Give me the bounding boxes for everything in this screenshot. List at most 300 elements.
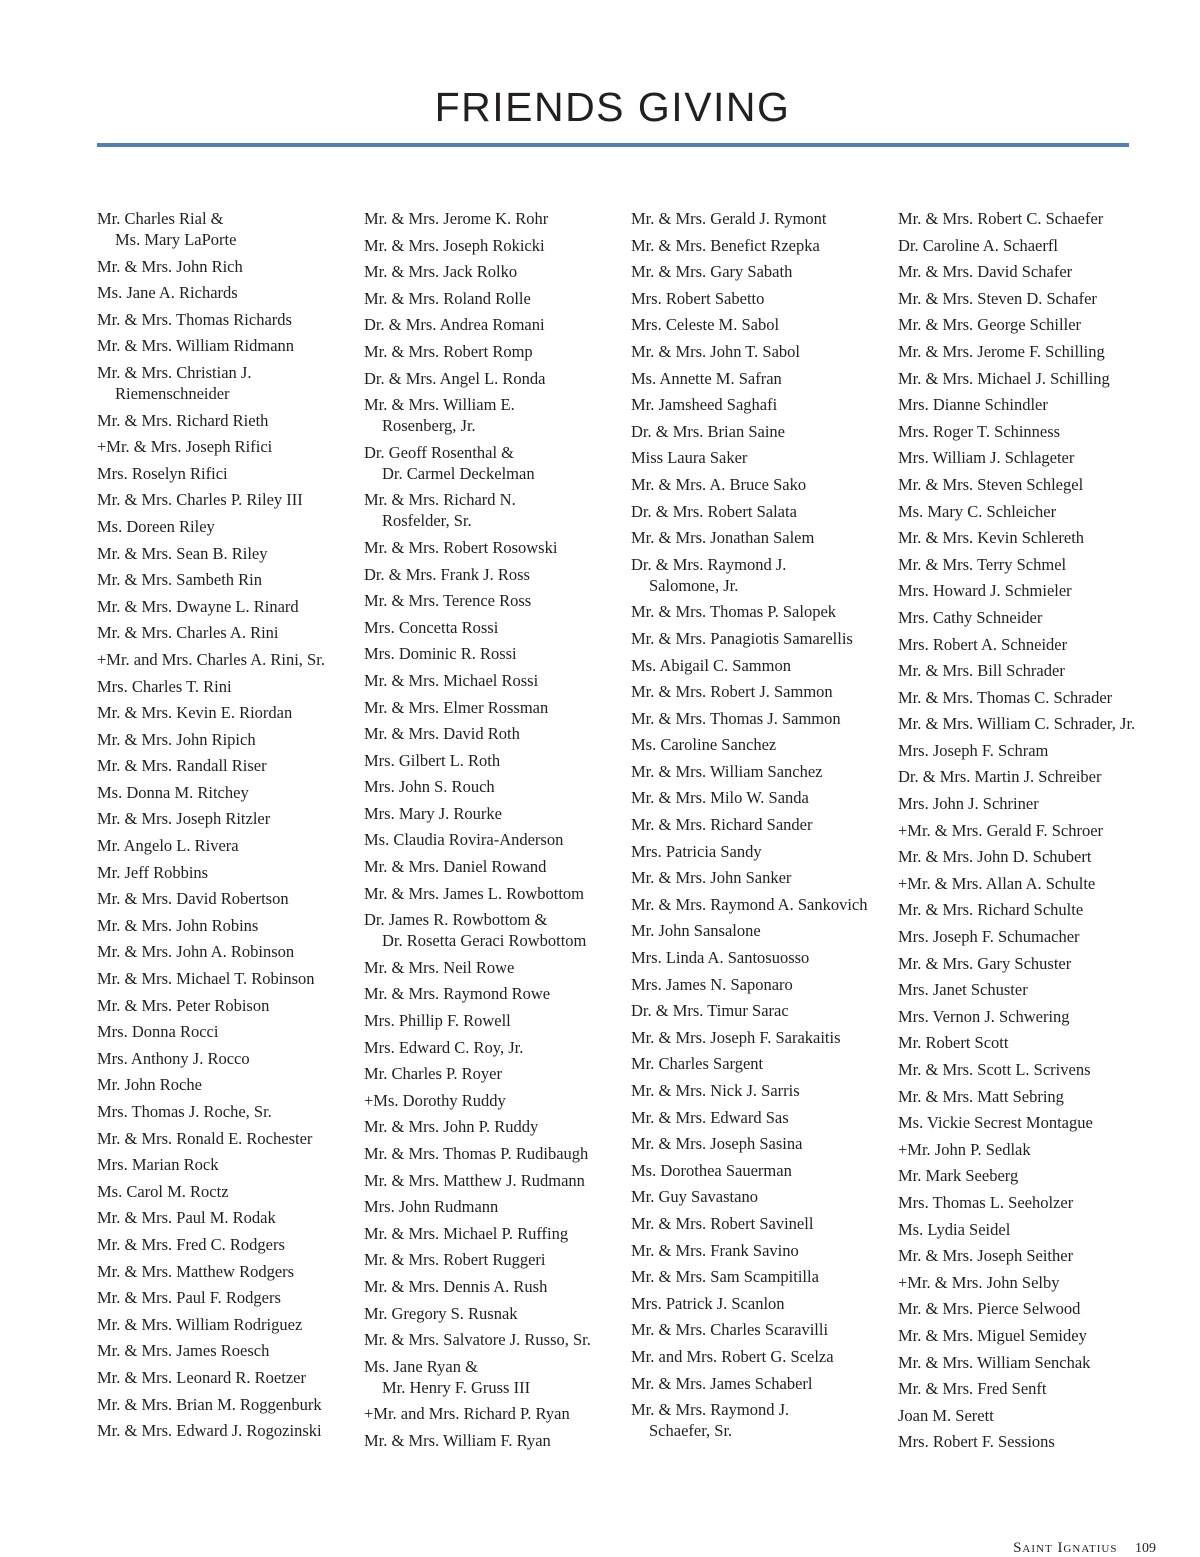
donor-name: Dr. & Mrs. Timur Sarac [631,1001,789,1021]
donor-entry [898,1431,1160,1452]
donor-entry [364,564,626,585]
donor-name: Mr. Charles Rial & [97,209,224,228]
donor-name: Mrs. Robert F. Sessions [898,1432,1055,1452]
donor-entry [97,702,359,723]
donor-name: Mr. & Mrs. David Schafer [898,262,1073,282]
donor-entry [631,1293,893,1314]
donor-entry [97,729,359,750]
donor-entry [631,974,893,995]
donor-name: Mr. & Mrs. Michael T. Robinson [97,969,315,989]
donor-name-continued: Schaefer, Sr. [649,1421,733,1441]
donor-name: Mr. & Mrs. Robert C. Schaefer [898,209,1104,228]
donor-entry [898,873,1160,894]
donor-column-2 [364,208,626,1457]
donor-name: Mr. & Mrs. Miguel Semidey [898,1325,1087,1345]
donor-entry [631,1213,893,1234]
donor-name: Mr. & Mrs. Elmer Rossman [364,697,549,717]
donor-entry [364,617,626,638]
donor-name: Mr. & Mrs. John Rich [97,256,243,276]
donor-entry [898,1139,1160,1160]
donor-name: Mr. & Mrs. Steven Schlegel [898,474,1084,494]
donor-entry [364,1037,626,1058]
donor-name: Mr. John Sansalone [631,921,761,941]
donor-entry [898,1405,1160,1426]
donor-name: Mrs. Concetta Rossi [364,617,499,637]
donor-entry [364,261,626,282]
donor-entry [364,803,626,824]
donor-entry [898,766,1160,787]
donor-name: +Mr. & Mrs. Joseph Rifici [97,437,273,457]
donor-name: Mr. & Mrs. Terence Ross [364,591,532,611]
donor-name: Mr. & Mrs. Bill Schrader [898,661,1065,681]
donor-name: Dr. Caroline A. Schaerfl [898,235,1058,255]
donor-entry [97,1287,359,1308]
donor-name: Mr. Mark Seeberg [898,1166,1019,1186]
donor-name: Mrs. Celeste M. Sabol [631,315,780,335]
donor-entry [898,953,1160,974]
donor-name-continued: Dr. Rosetta Geraci Rowbottom [382,931,587,951]
donor-name: Ms. Abigail C. Sammon [631,655,791,675]
donor-entry [97,649,359,670]
donor-name: +Mr. & Mrs. Gerald F. Schroer [898,820,1104,840]
donor-entry [364,442,626,484]
donor-entry [97,1367,359,1388]
donor-entry [631,841,893,862]
donor-name: Mr. & Mrs. Gerald J. Rymont [631,209,827,228]
donor-entry [631,1027,893,1048]
donor-name: Mr. & Mrs. Thomas P. Salopek [631,602,837,622]
donor-entry [364,1356,626,1398]
donor-entry [97,1340,359,1361]
donor-entry [97,1314,359,1335]
donor-name: Mr. & Mrs. Gary Schuster [898,953,1072,973]
donor-entry [364,1223,626,1244]
donor-entry [97,436,359,457]
donor-name: Mr. & Mrs. Fred C. Rodgers [97,1234,285,1254]
donor-entry [364,909,626,951]
donor-name: Dr. James R. Rowbottom & [364,910,548,930]
donor-entry [364,1090,626,1111]
donor-name: Mr. & Mrs. Robert J. Sammon [631,682,833,702]
donor-entry [898,368,1160,389]
donor-name: Mr. & Mrs. Richard Schulte [898,900,1084,920]
donor-name: Mr. & Mrs. Paul M. Rodak [97,1208,276,1228]
donor-entry [97,335,359,356]
donor-name: Mr. & Mrs. James L. Rowbottom [364,883,585,903]
donor-name: Mr. Gregory S. Rusnak [364,1303,518,1323]
donor-entry [97,995,359,1016]
donor-name: Mr. & Mrs. Nick J. Sarris [631,1081,800,1100]
donor-name: Mr. & Mrs. Brian M. Roggenburk [97,1394,322,1414]
donor-name: Mr. & Mrs. Kevin Schlereth [898,528,1085,548]
donor-name: Mr. & Mrs. John Ripich [97,729,256,749]
donor-name-continued: Mr. Henry F. Gruss III [382,1377,531,1397]
donor-name: Mr. & Mrs. Salvatore J. Russo, Sr. [364,1330,591,1350]
donor-entry [97,1234,359,1255]
donor-name: Mr. & Mrs. Kevin E. Riordan [97,703,293,723]
donor-name: Mr. Jamsheed Saghafi [631,395,778,415]
donor-entry [898,1298,1160,1319]
donor-name: Dr. & Mrs. Angel L. Ronda [364,368,546,388]
donor-entry [97,1420,359,1441]
donor-name: Ms. Donna M. Ritchey [97,782,249,802]
donor-name: Mrs. Gilbert L. Roth [364,750,501,770]
donor-entry [364,1116,626,1137]
donor-entry [97,489,359,510]
donor-name: Mr. & Mrs. Raymond J. [631,1400,790,1420]
donor-name-continued: Riemenschneider [115,383,230,403]
donor-entry [898,447,1160,468]
donor-entry [97,915,359,936]
donor-name: Mr. & Mrs. Frank Savino [631,1240,799,1260]
donor-entry [97,208,359,250]
donor-name: +Ms. Dorothy Ruddy [364,1090,506,1110]
donor-name: Mr. & Mrs. Sam Scampitilla [631,1267,819,1287]
donor-name: Mr. Charles P. Royer [364,1064,502,1084]
donor-name: Mr. & Mrs. William F. Ryan [364,1430,551,1450]
donor-entry [631,554,893,596]
donor-entry [631,1133,893,1154]
donor-name: Mr. & Mrs. Steven D. Schafer [898,288,1097,308]
donor-entry [97,1207,359,1228]
donor-entry [631,1319,893,1340]
donor-entry [364,1249,626,1270]
donor-name: Mr. & Mrs. William Ridmann [97,336,295,356]
donor-entry [364,1303,626,1324]
donor-entry [97,622,359,643]
donor-name: Dr. & Mrs. Raymond J. [631,554,787,574]
donor-name: Mr. & Mrs. Richard Sander [631,815,813,835]
donor-entry [631,341,893,362]
donor-name: Dr. & Mrs. Robert Salata [631,501,797,521]
donor-entry [364,235,626,256]
donor-name: Mrs. Thomas L. Seeholzer [898,1192,1074,1212]
donor-name: Mrs. John S. Rouch [364,777,495,797]
donor-name: Mr. & Mrs. Roland Rolle [364,288,531,308]
donor-name: Mrs. Dianne Schindler [898,395,1048,415]
donor-name: Mr. & Mrs. William C. Schrader, Jr. [898,714,1136,734]
donor-name: Mr. & Mrs. A. Bruce Sako [631,474,807,494]
donor-entry [631,447,893,468]
donor-name: Ms. Mary C. Schleicher [898,501,1057,521]
donor-column-3 [631,208,893,1447]
donor-entry [364,1329,626,1350]
donor-name: Mr. Guy Savastano [631,1187,758,1207]
donor-entry [898,1219,1160,1240]
donor-name: Ms. Carol M. Roctz [97,1181,229,1201]
donor-name: Mr. & Mrs. Matthew Rodgers [97,1261,295,1281]
donor-name: Mr. & Mrs. Joseph Ritzler [97,809,271,829]
donor-name: Mr. & Mrs. Jerome K. Rohr [364,209,549,228]
donor-name: Mrs. Roselyn Rifici [97,463,228,483]
donor-name: Mr. & Mrs. James Roesch [97,1341,270,1361]
donor-name: Mr. & Mrs. Scott L. Scrivens [898,1060,1091,1079]
donor-name: Mrs. Janet Schuster [898,980,1028,1000]
donor-name: Mr. Charles Sargent [631,1054,764,1074]
donor-entry [631,527,893,548]
donor-name: Mr. & Mrs. Peter Robison [97,995,270,1015]
donor-entry [898,1165,1160,1186]
donor-entry [364,983,626,1004]
donor-name: Mr. & Mrs. Charles Scaravilli [631,1320,829,1340]
donor-entry [364,856,626,877]
donor-entry [898,1245,1160,1266]
donor-entry [364,670,626,691]
donor-name: +Mr. John P. Sedlak [898,1139,1031,1159]
donor-name: Ms. Vickie Secrest Montague [898,1113,1093,1133]
donor-entry [97,543,359,564]
donor-name: Mr. & Mrs. Dwayne L. Rinard [97,596,299,616]
donor-entry [631,1080,893,1101]
donor-name: Mr. and Mrs. Robert G. Scelza [631,1346,834,1366]
donor-entry [898,979,1160,1000]
donor-name: Mr. & Mrs. Joseph Rokicki [364,235,545,255]
donor-name: Mr. & Mrs. Randall Riser [97,756,267,776]
donor-entry [97,463,359,484]
donor-name: Mr. & Mrs. Michael Rossi [364,670,539,690]
donor-entry [364,1170,626,1191]
donor-entry [898,660,1160,681]
donor-name: Mr. & Mrs. Richard N. [364,490,516,510]
donor-entry [364,883,626,904]
title-divider [97,143,1129,147]
donor-name: Ms. Jane Ryan & [364,1356,478,1376]
donor-entry [631,421,893,442]
donor-entry [898,394,1160,415]
donor-name: Dr. Geoff Rosenthal & [364,442,515,462]
donor-entry [631,474,893,495]
donor-entry [97,362,359,404]
donor-name: Mr. John Roche [97,1075,202,1095]
donor-entry [631,1346,893,1367]
donor-name: Mr. & Mrs. John Robins [97,915,259,935]
donor-entry [364,314,626,335]
donor-name: Mr. & Mrs. Jerome F. Schilling [898,341,1105,361]
donor-name-continued: Rosenberg, Jr. [382,416,476,436]
donor-entry [631,208,893,229]
publication-name: Saint Ignatius [1013,1540,1118,1556]
page-title: FRIENDS GIVING [434,84,791,130]
donor-name: Mr. & Mrs. George Schiller [898,315,1082,335]
donor-name: Ms. Dorothea Sauerman [631,1160,792,1180]
donor-entry [631,1373,893,1394]
donor-name: Ms. Claudia Rovira-Anderson [364,830,564,850]
donor-entry [97,1154,359,1175]
donor-entry [364,1196,626,1217]
donor-entry [631,288,893,309]
donor-entry [97,755,359,776]
donor-name: Mr. Jeff Robbins [97,862,209,882]
donor-entry [631,1160,893,1181]
donor-name: Mr. & Mrs. Daniel Rowand [364,857,547,877]
donor-name: +Mr. and Mrs. Richard P. Ryan [364,1404,570,1424]
donor-entry [898,846,1160,867]
donor-name: Mr. & Mrs. Thomas P. Rudibaugh [364,1144,589,1163]
donor-name: Mr. & Mrs. Charles A. Rini [97,623,279,643]
donor-entry [97,1021,359,1042]
donor-entry [898,740,1160,761]
donor-entry [898,899,1160,920]
donor-name: Ms. Doreen Riley [97,516,215,536]
donor-entry [631,734,893,755]
donor-name: Mrs. Patricia Sandy [631,841,762,861]
donor-entry [898,1059,1160,1080]
donor-name: Mr. & Mrs. Matthew J. Rudmann [364,1170,585,1190]
donor-name: Mr. & Mrs. John T. Sabol [631,341,800,361]
donor-name: Mr. Angelo L. Rivera [97,836,239,856]
donor-name: Mrs. Roger T. Schinness [898,421,1061,441]
donor-name: Mr. & Mrs. David Robertson [97,889,289,909]
donor-entry [97,888,359,909]
donor-entry [364,697,626,718]
donor-name: Mr. & Mrs. James Schaberl [631,1373,813,1393]
page-footer [1013,1540,1156,1557]
donor-entry [97,516,359,537]
donor-name: Mr. Robert Scott [898,1033,1009,1053]
donor-name: Mr. & Mrs. Thomas C. Schrader [898,687,1113,707]
donor-name: Mr. & Mrs. William Senchak [898,1352,1091,1372]
donor-entry [898,554,1160,575]
donor-name: Mr. & Mrs. William Sanchez [631,761,823,781]
page-number: 109 [1135,1541,1156,1556]
donor-entry [97,1394,359,1415]
donor-entry [898,314,1160,335]
donor-entry [898,580,1160,601]
donor-entry [631,655,893,676]
donor-entry [364,341,626,362]
donor-name: Dr. & Mrs. Martin J. Schreiber [898,767,1102,787]
donor-entry [631,261,893,282]
donor-name: Mr. & Mrs. John P. Ruddy [364,1117,539,1137]
donor-entry [364,750,626,771]
donor-entry [631,681,893,702]
donor-entry [97,1261,359,1282]
donor-entry [631,314,893,335]
donor-entry [364,288,626,309]
donor-name: Mr. & Mrs. Jonathan Salem [631,528,815,548]
donor-name: Ms. Lydia Seidel [898,1219,1011,1239]
donor-name: Mrs. Mary J. Rourke [364,803,502,823]
donor-name: Mr. & Mrs. John D. Schubert [898,847,1092,867]
donor-entry [631,787,893,808]
donor-name: Mrs. Charles T. Rini [97,676,232,696]
donor-entry [631,1053,893,1074]
donor-entry [97,1048,359,1069]
donor-name: Mrs. Howard J. Schmieler [898,581,1072,601]
donor-name: Mrs. John J. Schriner [898,794,1039,814]
donor-name: Joan M. Serett [898,1405,994,1425]
donor-entry [898,501,1160,522]
donor-entry [364,590,626,611]
donor-entry [97,256,359,277]
donor-name: Mrs. Joseph F. Schumacher [898,927,1080,947]
donor-entry [364,489,626,531]
donor-column-1 [97,208,359,1447]
donor-entry [898,341,1160,362]
donor-entry [898,713,1160,734]
donor-name: Mr. & Mrs. Raymond A. Sankovich [631,894,868,914]
donor-name: Mr. & Mrs. Pierce Selwood [898,1299,1081,1319]
donor-name-continued: Ms. Mary LaPorte [115,230,237,249]
donor-name: Mr. & Mrs. Edward Sas [631,1107,789,1127]
donor-name: Mr. & Mrs. Thomas J. Sammon [631,708,841,728]
donor-entry [364,1403,626,1424]
donor-entry [364,394,626,436]
donor-name: Mr. & Mrs. Paul F. Rodgers [97,1288,281,1308]
donor-entry [97,862,359,883]
donor-name: Mr. & Mrs. Robert Savinell [631,1213,814,1233]
donor-name: Mr. & Mrs. Sean B. Riley [97,543,268,563]
donor-entry [898,1352,1160,1373]
donor-name: Mrs. James N. Saponaro [631,974,793,994]
donor-entry [364,829,626,850]
donor-name: Mr. & Mrs. Jack Rolko [364,262,518,282]
donor-name: Ms. Jane A. Richards [97,283,238,303]
donor-name: Dr. & Mrs. Andrea Romani [364,315,545,335]
donor-name: +Mr. & Mrs. Allan A. Schulte [898,873,1096,893]
donor-name: Mr. & Mrs. Terry Schmel [898,554,1067,574]
donor-entry [364,776,626,797]
donor-entry [631,628,893,649]
donor-name: Miss Laura Saker [631,448,748,468]
donor-name: Mrs. William J. Schlageter [898,448,1075,468]
donor-entry [97,1074,359,1095]
donor-name: Mrs. Joseph F. Schram [898,740,1049,760]
donor-entry [631,708,893,729]
donor-name: Mr. & Mrs. Leonard R. Roetzer [97,1367,306,1387]
donor-entry [898,1086,1160,1107]
donor-name: Mrs. Robert Sabetto [631,288,765,308]
donor-name: Mrs. Donna Rocci [97,1022,219,1042]
donor-name: Mr. & Mrs. Robert Ruggeri [364,1250,546,1270]
donor-name: Mr. & Mrs. Edward J. Rogozinski [97,1421,322,1441]
donor-entry [898,288,1160,309]
donor-name: Mr. & Mrs. Joseph Seither [898,1246,1074,1266]
donor-entry [898,527,1160,548]
donor-name: Mr. & Mrs. Christian J. [97,362,252,382]
donor-name: Dr. & Mrs. Frank J. Ross [364,564,530,584]
donor-name: Mrs. Patrick J. Scanlon [631,1293,785,1313]
donor-name: Mrs. Thomas J. Roche, Sr. [97,1102,272,1121]
donor-entry [631,920,893,941]
donor-name: Mr. & Mrs. Joseph Sasina [631,1134,803,1154]
donor-entry [364,723,626,744]
donor-entry [364,1430,626,1451]
donor-entry [898,1006,1160,1027]
donor-name: Mrs. Vernon J. Schwering [898,1006,1070,1026]
donor-entry [898,607,1160,628]
donor-entry [631,501,893,522]
donor-name: Mr. & Mrs. John Sanker [631,868,792,888]
donor-name: +Mr. and Mrs. Charles A. Rini, Sr. [97,649,325,669]
donor-name: Mr. & Mrs. Richard Rieth [97,410,269,430]
donor-entry [97,596,359,617]
donor-entry [898,820,1160,841]
donor-entry [97,782,359,803]
donor-name-continued: Salomone, Jr. [649,575,739,595]
donor-name: Mrs. Marian Rock [97,1155,219,1175]
donor-entry [97,309,359,330]
donor-entry [631,761,893,782]
donor-name: Mr. & Mrs. Ronald E. Rochester [97,1128,313,1148]
donor-entry [97,1181,359,1202]
donor-entry [631,1000,893,1021]
donor-entry [898,926,1160,947]
donor-name: Mr. & Mrs. Benefict Rzepka [631,235,820,255]
donor-entry [631,1107,893,1128]
donor-entry [364,368,626,389]
donor-entry [364,1010,626,1031]
